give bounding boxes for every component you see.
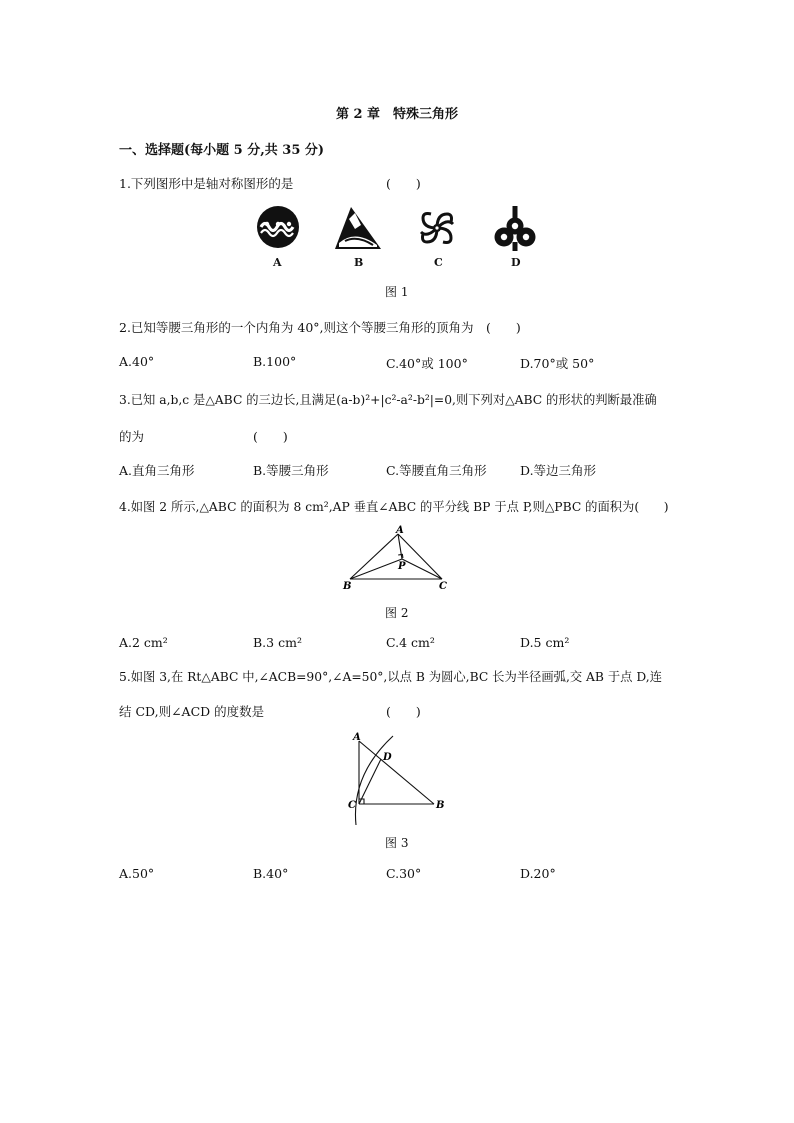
- option-b: B.100°: [253, 354, 297, 369]
- question-5-line-2: 结 CD,则∠ACD 的度数是: [119, 704, 265, 719]
- option-d: D.20°: [520, 866, 556, 881]
- question-1-bracket: ( ): [386, 176, 421, 191]
- flower-spiral-icon: [414, 205, 460, 251]
- figure-2-caption: 图 2: [385, 606, 409, 620]
- question-3-line-1: 3.已知 a,b,c 是△ABC 的三边长,且满足(a-b)²+|c²-a²-b²|=0,则下列对△ABC 的形状的判断最准确: [119, 393, 657, 407]
- point-c-label: C: [348, 800, 356, 811]
- figure-1-label-b: B: [354, 256, 364, 269]
- option-c: C.40°或 100°: [386, 356, 468, 371]
- option-a: A.直角三角形: [119, 463, 195, 478]
- figure-1-label-a: A: [273, 256, 282, 269]
- point-a-label: A: [396, 525, 404, 536]
- question-4-options: [119, 635, 679, 655]
- figure-1-caption: 图 1: [385, 285, 409, 299]
- question-3-bracket: ( ): [253, 429, 288, 444]
- option-a: A.2 cm²: [119, 635, 168, 650]
- question-5-options: [119, 866, 679, 886]
- point-p-label: P: [398, 561, 406, 572]
- point-a-label: A: [353, 732, 361, 743]
- point-d-label: D: [383, 752, 392, 763]
- trefoil-icon: [492, 204, 538, 252]
- wave-circle-icon: [256, 205, 300, 249]
- section-header: 一、选择题(每小题 5 分,共 35 分): [119, 143, 325, 158]
- question-5-line-1: 5.如图 3,在 Rt△ABC 中,∠ACB=90°,∠A=50°,以点 B 为圆心,BC 长为半径画弧,交 AB 于点 D,连: [119, 670, 663, 684]
- option-b: B.3 cm²: [253, 635, 302, 650]
- figure-1-label-c: C: [434, 256, 443, 269]
- page-title: 第 2 章 特殊三角形: [335, 107, 459, 122]
- question-2-options: [119, 354, 679, 374]
- point-c-label: C: [439, 581, 447, 592]
- question-1-text: 1.下列图形中是轴对称图形的是: [119, 176, 294, 191]
- option-c: C.4 cm²: [386, 635, 435, 650]
- option-d: D.5 cm²: [520, 635, 570, 650]
- option-b: B.等腰三角形: [253, 463, 329, 478]
- question-3-options: [119, 461, 679, 481]
- figure-1-label-d: D: [511, 256, 521, 269]
- point-b-label: B: [343, 581, 352, 592]
- option-c: C.等腰直角三角形: [386, 463, 487, 478]
- mountain-triangle-icon: [333, 205, 383, 251]
- figure-3-right-triangle: [340, 727, 455, 827]
- option-b: B.40°: [253, 866, 289, 881]
- question-3-line-2: 的为: [119, 429, 145, 444]
- figure-2-triangle: [340, 525, 455, 595]
- question-2-text: 2.已知等腰三角形的一个内角为 40°,则这个等腰三角形的顶角为 ( ): [119, 320, 521, 335]
- question-5-bracket: ( ): [386, 704, 421, 719]
- point-b-label: B: [436, 800, 445, 811]
- option-d: D.70°或 50°: [520, 356, 595, 371]
- option-a: A.50°: [119, 866, 155, 881]
- question-4-text: 4.如图 2 所示,△ABC 的面积为 8 cm²,AP 垂直∠ABC 的平分线 BP 于点 P,则△PBC 的面积为( ): [119, 500, 669, 514]
- option-a: A.40°: [119, 354, 155, 369]
- option-d: D.等边三角形: [520, 463, 597, 478]
- figure-3-caption: 图 3: [385, 836, 409, 850]
- option-c: C.30°: [386, 866, 422, 881]
